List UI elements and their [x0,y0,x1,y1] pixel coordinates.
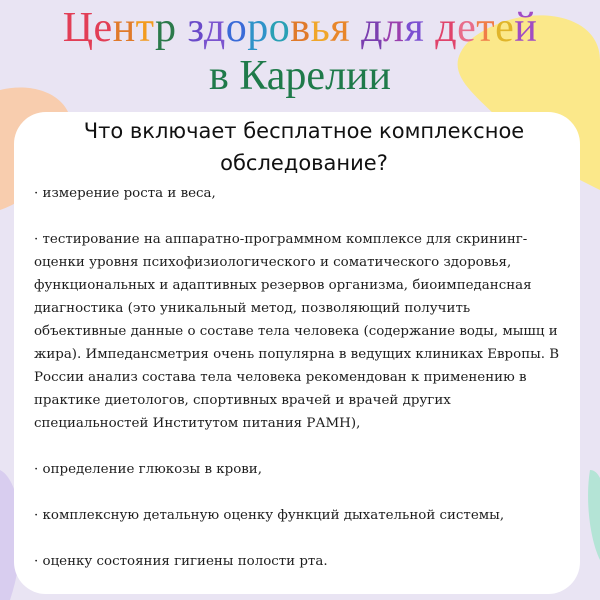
title-letter: е [93,5,113,51]
title-letter: Ц [62,5,94,51]
title-line1 [0,4,600,52]
info-card [14,112,580,594]
title-letter: р [155,5,177,51]
title-letter: т [135,5,156,51]
list-item-glucose: · определение глюкозы в крови, [34,462,262,477]
title-letter: д [203,5,226,51]
title-letter: н [112,5,136,51]
title-letter: е [495,5,515,51]
title-letter [177,5,188,51]
title-letter [424,5,435,51]
list-item-oral-hygiene: · оценку состояния гигиены полости рта. [34,554,328,569]
title-letter [350,5,361,51]
card-content [34,182,564,573]
list-item-respiratory: · комплексную детальную оценку функций дыхательной системы, [34,508,505,523]
title-letter: з [187,5,204,51]
list-item-hardware-testing: · тестирование на аппаратно-программном комплексе для скрининг-оценки уровня психофизиологического и соматического здоровья, функциональных и адаптивных резервов организма, биоимпедансная диагностика (это уникальный метод, позволяющий получить объективные данные о составе тела человека (содержание воды, мышц и жира). Импедансметрия очень популярна в ведущих клиниках Европы. В России анализ состава тела человека рекомендован к применению в практике диетологов, спортивных врачей и врачей других специальностей Институтом питания РАМН), [34,232,560,431]
title-letter: й [514,5,538,51]
title-letter: я [330,5,351,51]
list-item-height-weight: · измерение роста и веса, [34,186,216,201]
title-letter: е [457,5,477,51]
title-letter: л [382,5,405,51]
title-letter: в [290,5,311,51]
title-letter: д [361,5,383,51]
title-letter: р [247,5,269,51]
title-line2: в Карелии [209,53,391,100]
card-heading: Что включает бесплатное комплексное обследование? [83,119,525,175]
title-letter: т [476,5,496,51]
teal-blob-shape [588,470,600,560]
title-letter: о [268,5,291,51]
title-letter: ь [310,5,331,51]
title-letter: о [225,5,248,51]
title-letter: я [404,5,425,51]
title-letter: д [435,5,458,51]
page-title [0,4,600,101]
